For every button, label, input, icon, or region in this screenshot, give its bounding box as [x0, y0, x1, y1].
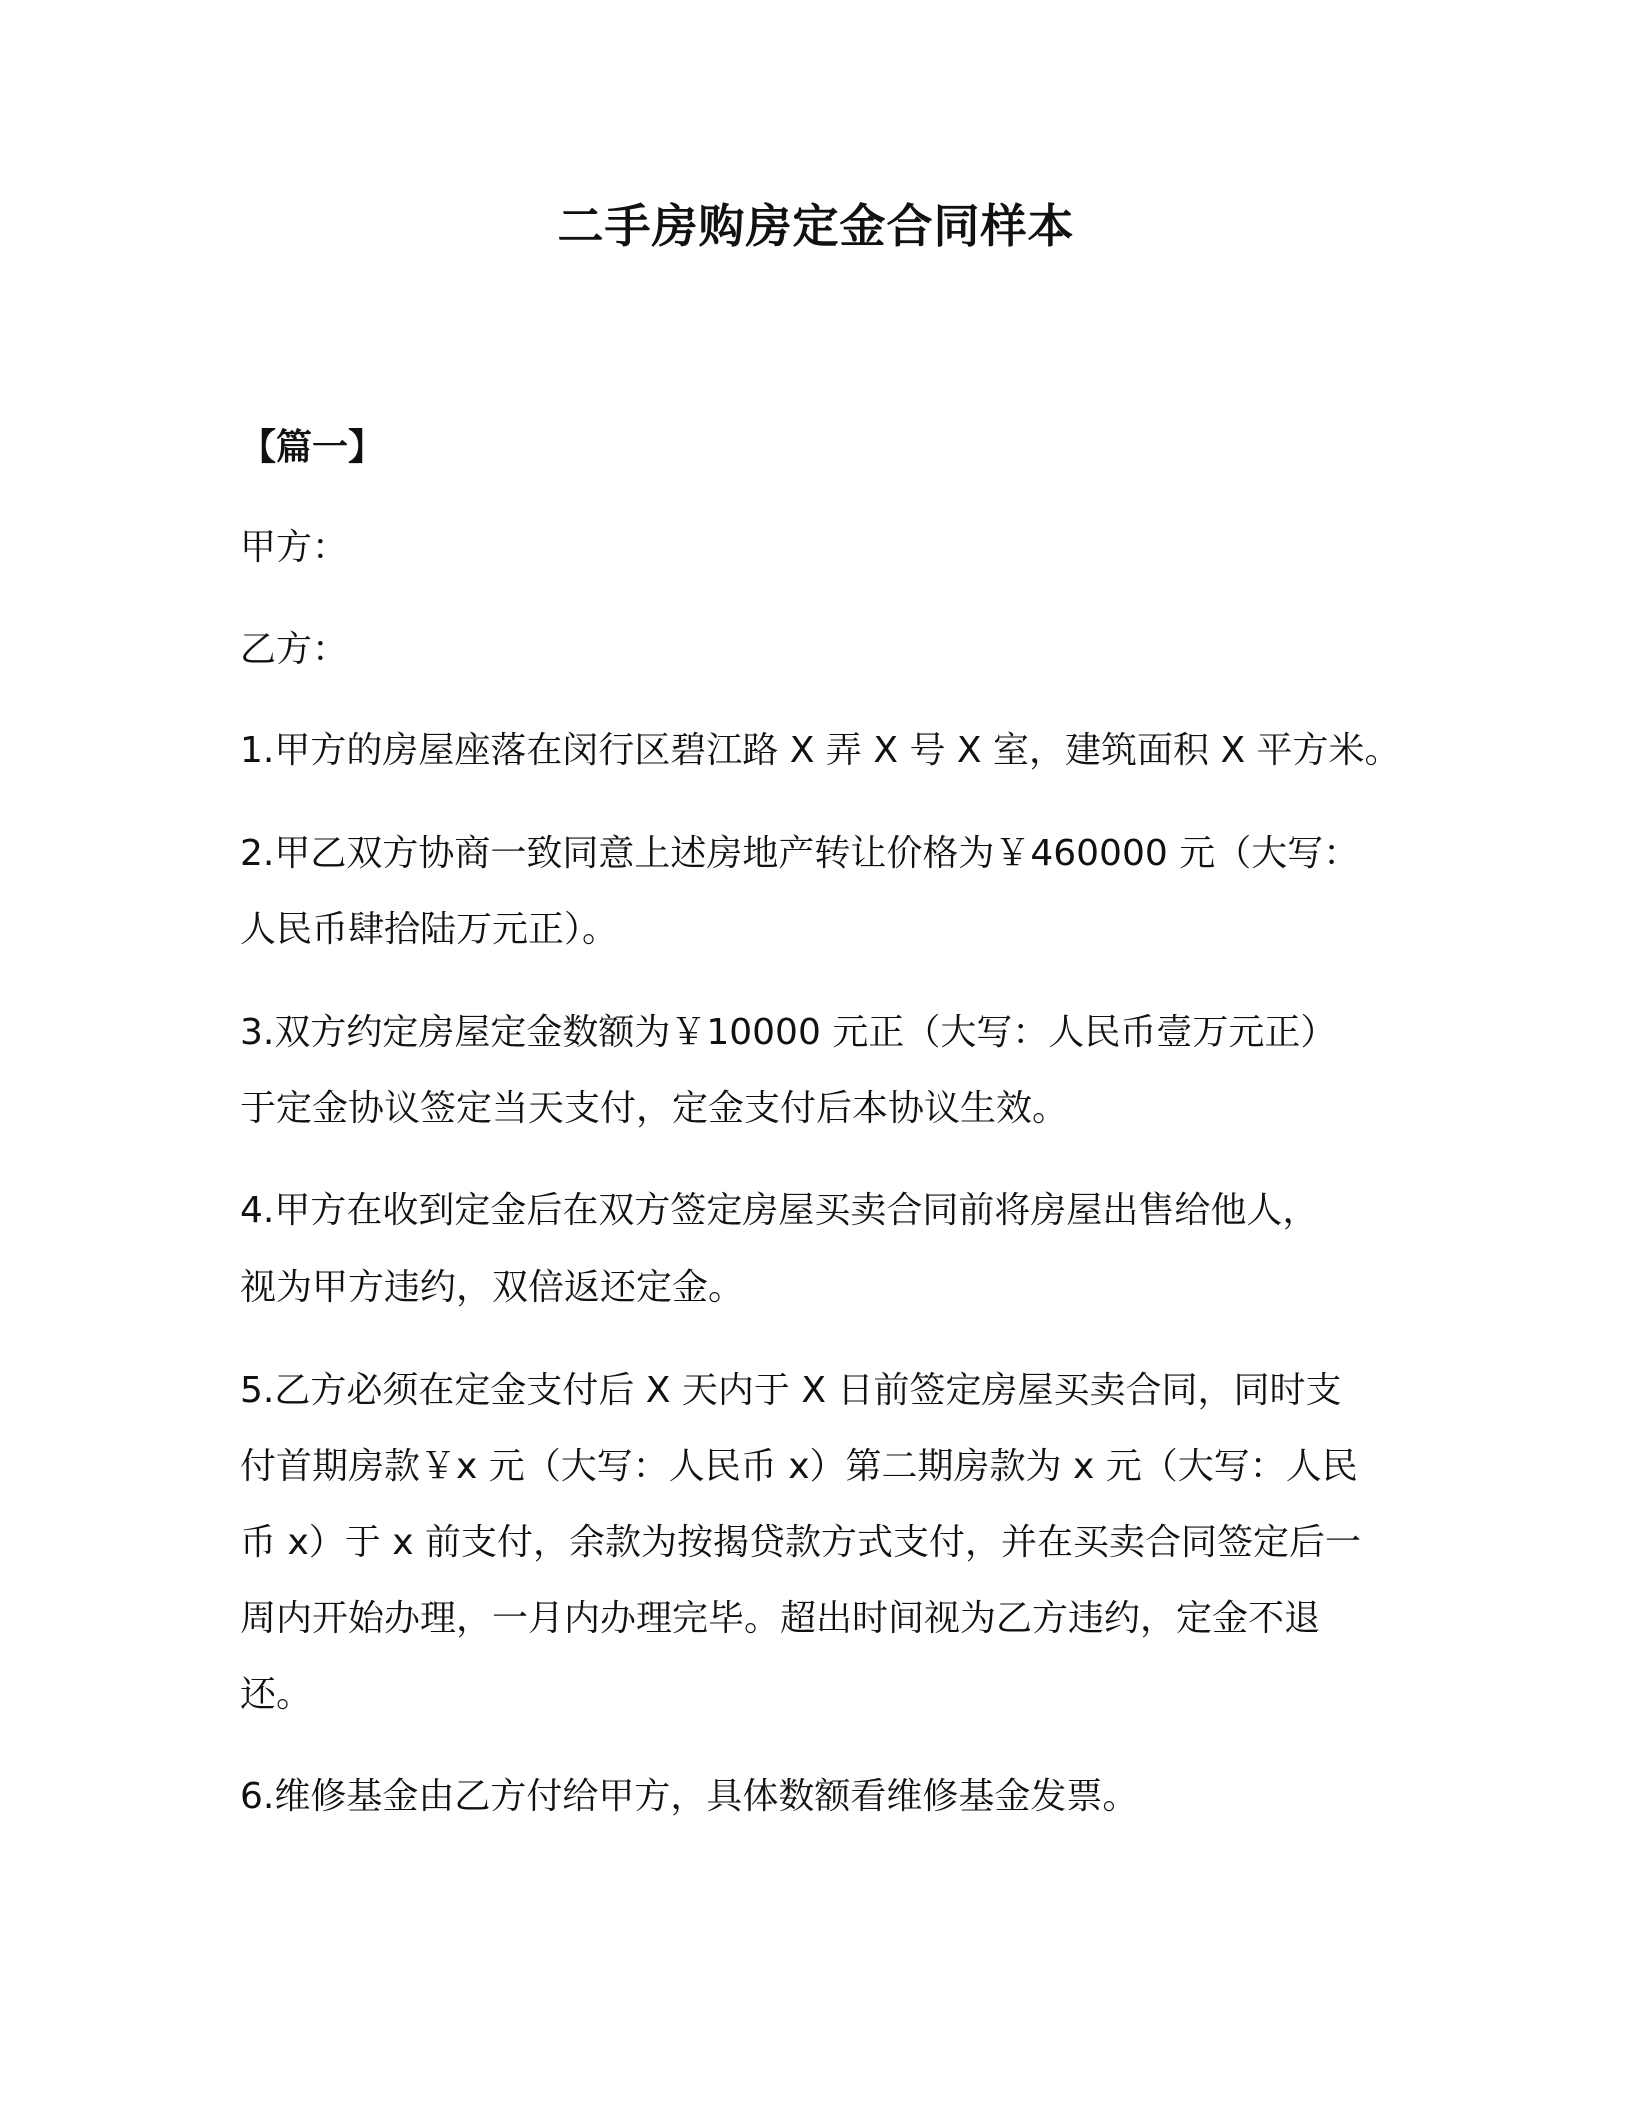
section-heading: 【篇一】 — [240, 427, 385, 468]
clause-1-line-1: 1.甲方的房屋座落在闵行区碧江路 X 弄 X 号 X 室，建筑面积 X 平方米。 — [240, 730, 1401, 771]
party-b-label: 乙方： — [240, 629, 349, 670]
clause-5-line-3: 币 x）于 x 前支付，余款为按揭贷款方式支付，并在买卖合同签定后一 — [240, 1522, 1361, 1563]
clause-6-line-1: 6.维修基金由乙方付给甲方，具体数额看维修基金发票。 — [240, 1776, 1139, 1817]
clause-5-line-2: 付首期房款￥x 元（大写：人民币 x）第二期房款为 x 元（大写：人民 — [240, 1446, 1358, 1487]
clause-5-line-4: 周内开始办理，一月内办理完毕。超出时间视为乙方违约，定金不退 — [240, 1598, 1321, 1639]
party-a-label: 甲方： — [240, 527, 349, 568]
clause-4-line-2: 视为甲方违约，双倍返还定金。 — [240, 1267, 745, 1308]
clause-5-line-5: 还。 — [240, 1674, 313, 1715]
clause-3-line-2: 于定金协议签定当天支付，定金支付后本协议生效。 — [240, 1088, 1069, 1129]
clause-4-line-1: 4.甲方在收到定金后在双方签定房屋买卖合同前将房屋出售给他人， — [240, 1190, 1319, 1231]
clause-5-line-1: 5.乙方必须在定金支付后 X 天内于 X 日前签定房屋买卖合同，同时支 — [240, 1370, 1342, 1411]
clause-2-line-1: 2.甲乙双方协商一致同意上述房地产转让价格为￥460000 元（大写： — [240, 833, 1360, 874]
clause-2-line-2: 人民币肆拾陆万元正）。 — [240, 909, 619, 950]
document-title: 二手房购房定金合同样本 — [557, 199, 1075, 253]
clause-3-line-1: 3.双方约定房屋定金数额为￥10000 元正（大写：人民币壹万元正） — [240, 1012, 1337, 1053]
